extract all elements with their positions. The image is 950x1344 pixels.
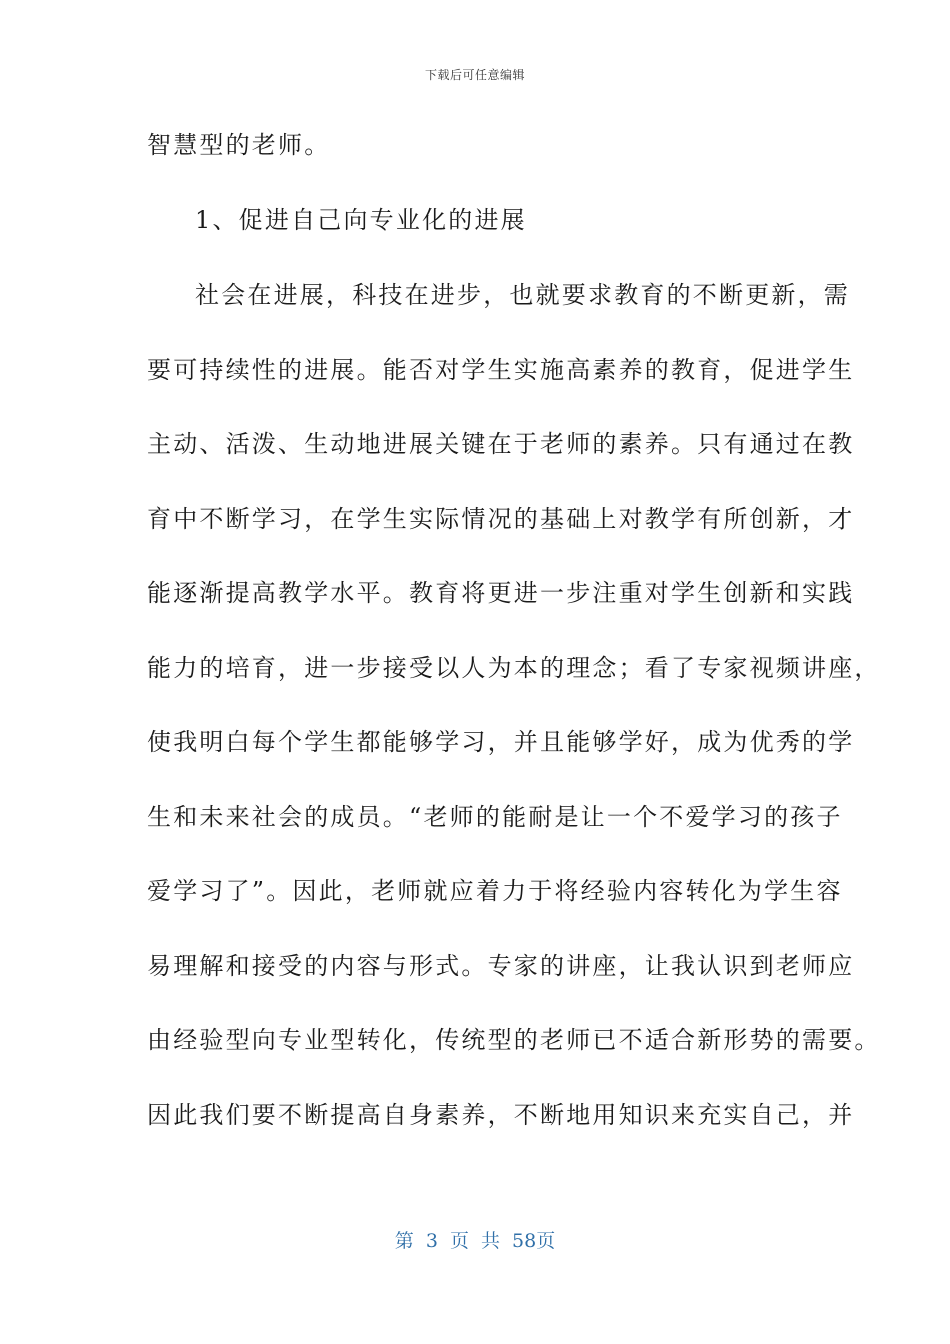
text-line: 易理解和接受的内容与形式。专家的讲座，让我认识到老师应	[147, 952, 855, 980]
text-line: 由经验型向专业型转化，传统型的老师已不适合新形势的需要。	[147, 1026, 881, 1054]
text-line: 育中不断学习，在学生实际情况的基础上对教学有所创新，才	[147, 505, 855, 533]
text-line: 爱学习了”。因此，老师就应着力于将经验内容转化为学生容	[147, 877, 843, 905]
text-line: 因此我们要不断提高自身素养，不断地用知识来充实自己，并	[147, 1101, 855, 1129]
text-line: 使我明白每个学生都能够学习，并且能够学好，成为优秀的学	[147, 728, 855, 756]
header-note: 下载后可任意编辑	[424, 68, 525, 82]
section-heading: 1、促进自己向专业化的进展	[195, 206, 527, 234]
page-number: 第 3 页 共 58页	[394, 1230, 556, 1252]
text-line: 智慧型的老师。	[147, 131, 331, 159]
text-line: 社会在进展，科技在进步，也就要求教育的不断更新，需	[195, 281, 850, 309]
text-line: 能逐渐提高教学水平。教育将更进一步注重对学生创新和实践	[147, 579, 855, 607]
text-line: 主动、活泼、生动地进展关键在于老师的素养。只有通过在教	[147, 430, 855, 458]
text-line: 要可持续性的进展。能否对学生实施高素养的教育，促进学生	[147, 356, 855, 384]
text-line: 能力的培育，进一步接受以人为本的理念；看了专家视频讲座，	[147, 654, 881, 682]
text-line: 生和未来社会的成员。“老师的能耐是让一个不爱学习的孩子	[147, 803, 843, 831]
